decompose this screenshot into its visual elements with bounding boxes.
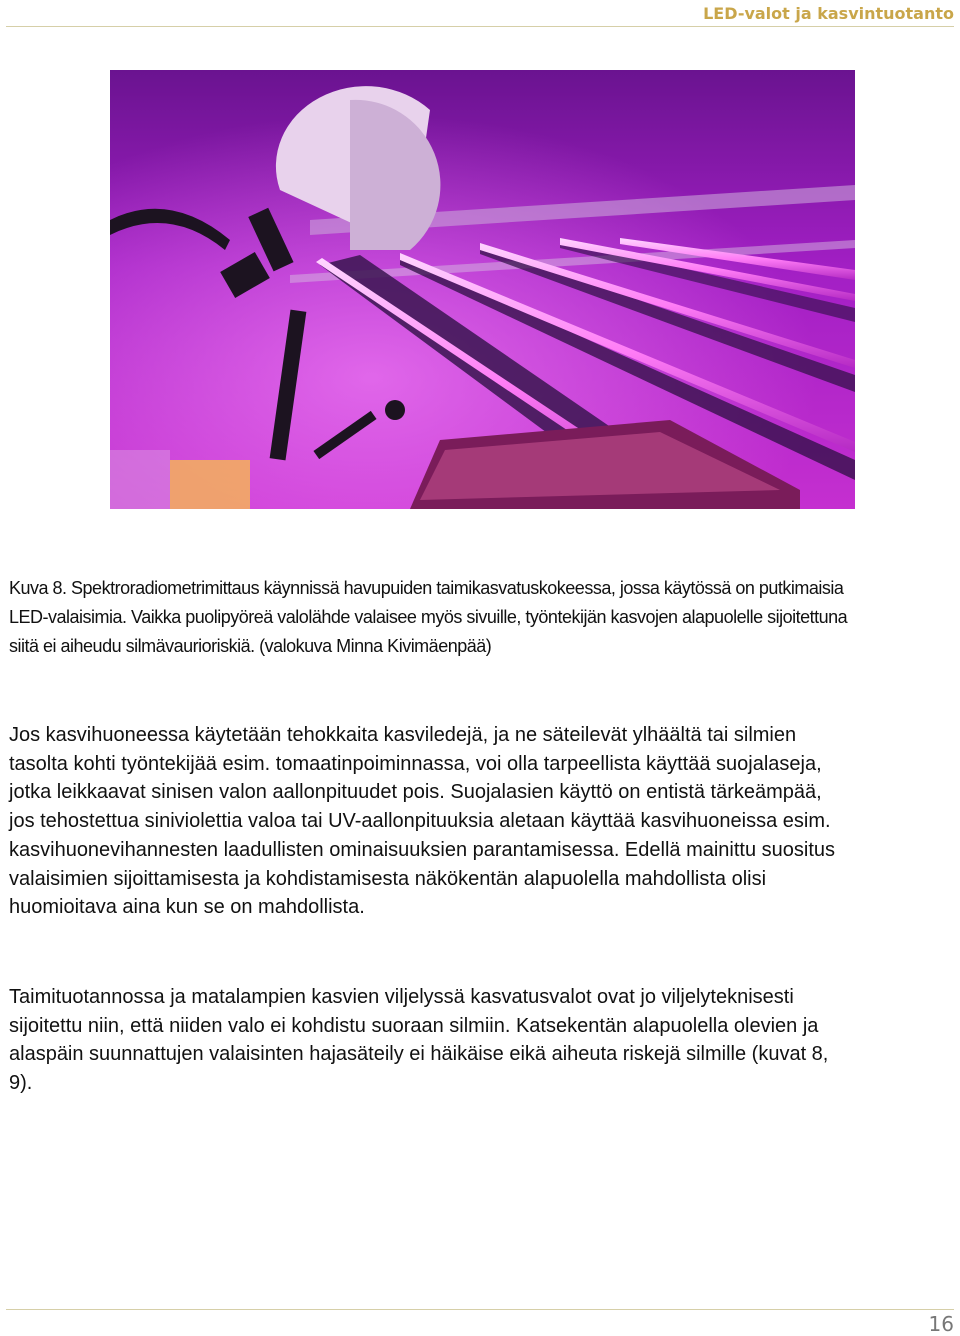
footer-divider bbox=[6, 1309, 954, 1310]
paragraph-line: Jos kasvihuoneessa käytetään tehokkaita kasviledejä, ja ne säteilevät ylhäältä tai silmien bbox=[9, 724, 797, 746]
paragraph-line: Taimituotannossa ja matalampien kasvien viljelyssä kasvatusvalot ovat jo viljelyteknisesti bbox=[9, 986, 794, 1008]
running-header: LED-valot ja kasvintuotanto bbox=[703, 4, 954, 23]
paragraph-line: tasolta kohti työntekijää esim. tomaatinpoiminnassa, voi olla tarpeellista käyttää suojalaseja, bbox=[9, 752, 822, 775]
caption-line: Kuva 8. Spektroradiometrimittaus käynnissä havupuiden taimikasvatuskokeessa, jossa käytössä on putkimaisia bbox=[9, 578, 844, 598]
figure-caption bbox=[9, 574, 949, 661]
body-paragraph-2 bbox=[9, 983, 951, 1098]
paragraph-line: kasvihuonevihannesten laadullisten ominaisuuksien parantamisessa. Edellä mainittu suositus bbox=[9, 838, 836, 861]
paragraph-line: jos tehostettua siniviolettia valoa tai UV-aallonpituuksia aletaan käyttää kasvihuoneissa esim. bbox=[9, 810, 831, 833]
paragraph-line: valaisimien sijoittamisesta ja kohdistamisesta näkökentän alapuolella mahdollista olisi bbox=[9, 867, 767, 890]
body-paragraph-1 bbox=[9, 721, 951, 922]
greenhouse-led-photo bbox=[110, 70, 855, 509]
paragraph-line: sijoitettu niin, että niiden valo ei kohdistu suoraan silmiin. Katsekentän alapuolella olevien ja bbox=[9, 1014, 819, 1037]
paragraph-line: 9). bbox=[9, 1072, 33, 1095]
paragraph-line: huomioitava aina kun se on mahdollista. bbox=[9, 896, 365, 919]
paragraph-line: alaspäin suunnattujen valaisinten hajasäteily ei häikäise eikä aiheuta riskejä silmille (kuvat 8, bbox=[9, 1043, 829, 1066]
caption-line: LED-valaisimia. Vaikka puolipyöreä valolähde valaisee myös sivuille, työntekijän kasvojen alapuolelle sijoitettuna bbox=[9, 607, 848, 627]
caption-line: siitä ei aiheudu silmävaurioriskiä. (valokuva Minna Kivimäenpää) bbox=[9, 636, 492, 656]
paragraph-line: jotka leikkaavat sinisen valon aallonpituudet pois. Suojalasien käyttö on entistä tärkeämpää, bbox=[9, 781, 822, 804]
page-number: 16 bbox=[928, 1312, 954, 1336]
header-divider bbox=[6, 26, 954, 27]
